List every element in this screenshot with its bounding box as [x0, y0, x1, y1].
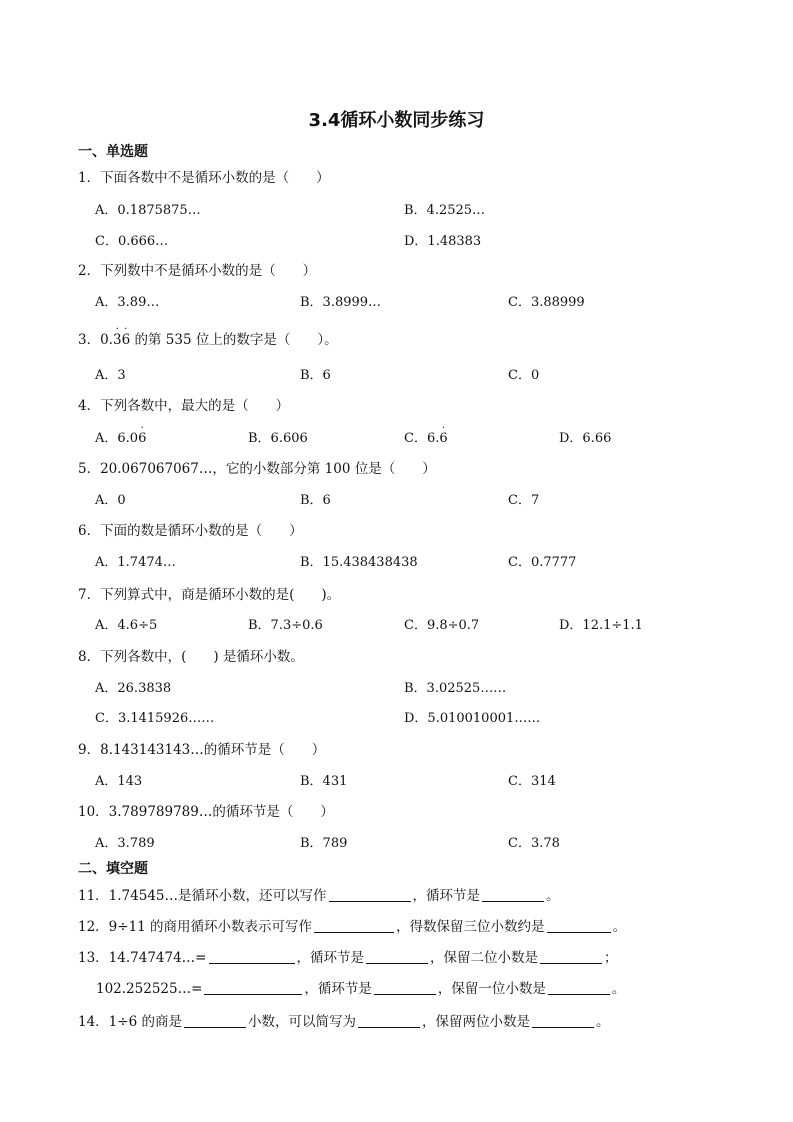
q3-option-b: B．6 — [300, 368, 331, 383]
question-5: 5．20.067067067…，它的小数部分第 100 位是（ ） — [78, 461, 436, 477]
question-2: 2．下列数中不是循环小数的是（ ） — [78, 263, 317, 279]
answer-blank[interactable] — [209, 949, 295, 964]
answer-blank[interactable] — [366, 949, 428, 964]
answer-blank[interactable] — [204, 980, 302, 995]
q2-option-b: B．3.8999… — [300, 295, 382, 310]
q2-option-a: A．3.89… — [95, 295, 160, 310]
answer-blank[interactable] — [374, 980, 436, 995]
q4c-repeat-digit: · 6 — [439, 423, 448, 446]
q1-option-a: A．0.1875875… — [95, 203, 201, 218]
question-9: 9．8.143143143…的循环节是（ ） — [78, 742, 326, 758]
q5-option-a: A．0 — [95, 493, 126, 508]
question-13-line-1: 13．14.747474…= ，循环节是 ，保留二位小数是 ； — [78, 950, 618, 966]
q6-option-c: C．0.7777 — [508, 555, 577, 570]
question-6: 6．下面的数是循环小数的是（ ） — [78, 523, 303, 539]
q10-option-c: C．3.78 — [508, 836, 560, 851]
question-3 — [78, 324, 338, 348]
q8-option-b: B．3.02525…… — [404, 681, 507, 696]
question-14: 14．1÷6 的商是 小数，可以简写为 ，保留两位小数是 。 — [78, 1014, 610, 1030]
q4-option-b: B．6.606 — [248, 431, 308, 446]
q4-option-a: A．6.0 · 6 — [95, 423, 147, 446]
question-11: 11．1.74545…是循环小数，还可以写作 ，循环节是 。 — [78, 888, 560, 904]
q1-option-b: B．4.2525… — [404, 203, 486, 218]
q4a-repeat-digit: · 6 — [138, 423, 147, 446]
q3-option-a: A．3 — [95, 368, 126, 383]
question-10: 10．3.789789789…的循环节是（ ） — [78, 804, 334, 820]
answer-blank[interactable] — [548, 980, 610, 995]
question-8: 8．下列各数中，( ) 是循环小数。 — [78, 649, 304, 665]
q5-option-c: C．7 — [508, 493, 540, 508]
q8-option-c: C．3.1415926…… — [95, 711, 215, 726]
section-fill-blank: 二、填空题 — [78, 861, 148, 877]
question-1: 1．下面各数中不是循环小数的是（ ） — [78, 170, 330, 186]
question-12: 12．9÷11 的商用循环小数表示可写作 ，得数保留三位小数约是 。 — [78, 919, 627, 935]
q3-number: 3． — [78, 332, 101, 348]
answer-blank[interactable] — [314, 918, 394, 933]
q1-option-c: C．0.666… — [95, 234, 169, 249]
q4-option-d: D．6.66 — [559, 431, 612, 446]
repeat-dot-icon: · — [441, 423, 446, 434]
repeat-dot-icon: · — [140, 423, 144, 434]
repeat-dot-icon: · — [115, 324, 119, 335]
q3-option-c: C．0 — [508, 368, 540, 383]
q9-option-c: C．314 — [508, 774, 556, 789]
answer-blank[interactable] — [482, 887, 544, 902]
answer-blank[interactable] — [184, 1013, 246, 1028]
q4-option-c: C．6. · 6 — [404, 423, 448, 446]
answer-blank[interactable] — [329, 887, 411, 902]
q10-option-a: A．3.789 — [95, 836, 155, 851]
q10-option-b: B．789 — [300, 836, 348, 851]
q7-option-a: A．4.6÷5 — [95, 618, 158, 633]
q6-option-a: A．1.7474… — [95, 555, 176, 570]
q3-repeat-digit-1: · 3 — [112, 324, 122, 348]
q5-option-b: B．6 — [300, 493, 331, 508]
question-13-line-2: 102.252525…= ，循环节是 ，保留一位小数是 。 — [96, 981, 626, 997]
section-single-choice: 一、单选题 — [78, 144, 148, 160]
q8-option-a: A．26.3838 — [95, 681, 172, 696]
q8-option-d: D．5.010010001…… — [404, 711, 541, 726]
q3-repeat-digit-2: · 6 — [121, 324, 131, 348]
question-7: 7．下列算式中，商是循环小数的是( )。 — [78, 587, 341, 603]
repeat-dot-icon: · — [124, 324, 128, 335]
question-4: 4．下列各数中，最大的是（ ） — [78, 398, 290, 414]
answer-blank[interactable] — [358, 1013, 420, 1028]
q1-option-d: D．1.48383 — [404, 234, 482, 249]
page-title: 3.4循环小数同步练习 — [308, 110, 485, 131]
q2-option-c: C．3.88999 — [508, 295, 585, 310]
q3-decimal: 0. · 3 · 6 — [100, 324, 131, 348]
answer-blank[interactable] — [532, 1013, 594, 1028]
q6-option-b: B．15.438438438 — [300, 555, 418, 570]
q7-option-b: B．7.3÷0.6 — [248, 618, 323, 633]
answer-blank[interactable] — [547, 918, 611, 933]
q3-text: 的第 535 位上的数字是（ ）。 — [134, 332, 338, 348]
q9-option-a: A．143 — [95, 774, 143, 789]
q7-option-c: C．9.8÷0.7 — [404, 618, 480, 633]
q7-option-d: D．12.1÷1.1 — [559, 618, 643, 633]
answer-blank[interactable] — [540, 949, 602, 964]
q9-option-b: B．431 — [300, 774, 348, 789]
